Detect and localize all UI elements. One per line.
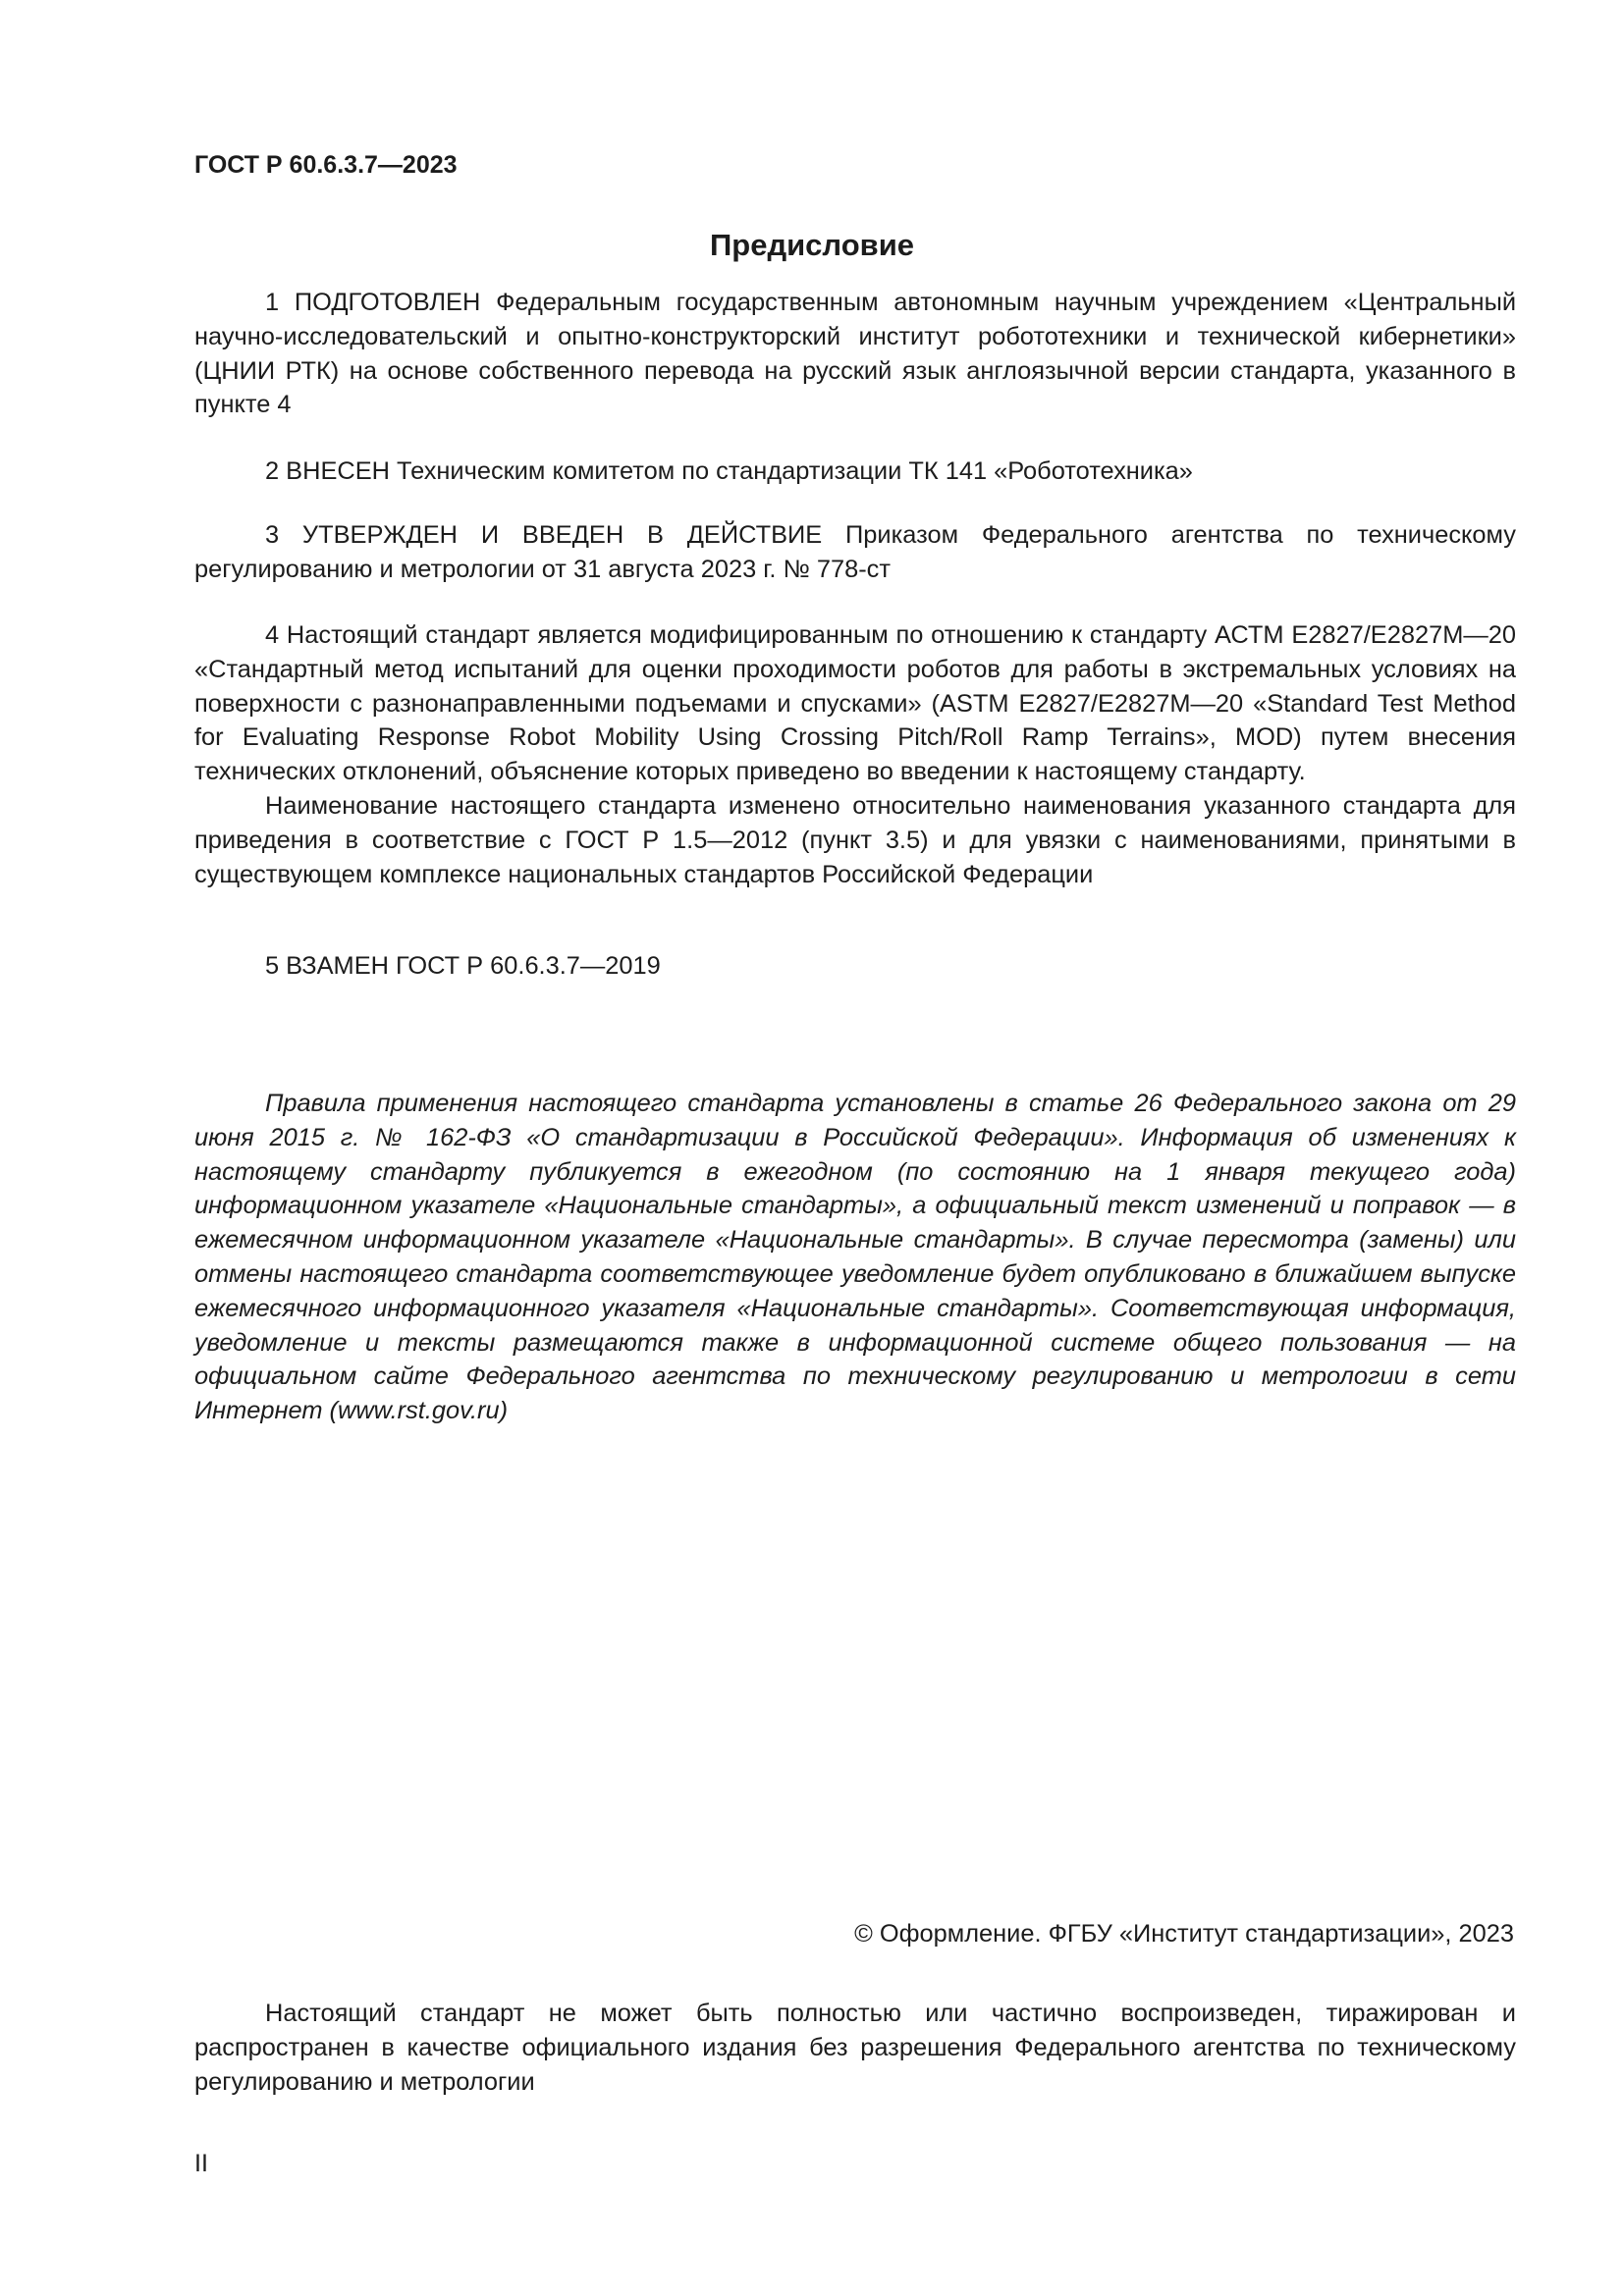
preface-item-4-continuation: Наименование настоящего стандарта изменено относительно наименования указанного стандарта для приведения в соответствие с ГОСТ Р 1.5—2012 (пункт 3.5) и для увязки с наименованиями, принятыми в существующем комплексе национальных стандартов Российской Федерации [194, 791, 1516, 888]
preface-item-1 [194, 286, 1516, 422]
preface-item-5-text: ГОСТ Р 60.6.3.7—2019 [388, 952, 661, 980]
reproduction-notice [194, 1997, 1516, 2099]
application-rules-text: Правила применения настоящего стандарта установлены в статье 26 Федерального закона от 29 июня 2015 г. № 162-ФЗ «О стандартизации в Российской Федерации». Информация об изменениях к настоящему стандарту публикуется в ежегодном (по состоянию на 1 января текущего года) информационном указателе «Национальные стандарты», а официальный текст изменений и поправок — в ежемесячном информационном указателе «Национальные стандарты». В случае пересмотра (замены) или отмены настоящего стандарта соответствующее уведомление будет опубликовано в ближайшем выпуске ежемесячного информационного указателя «Национальные стандарты». Соответствующая информация, уведомление и тексты размещаются также в информационной системе общего пользования — на официальном сайте Федерального агентства по техническому регулированию и метрологии в сети Интернет (www.rst.gov.ru) [194, 1090, 1516, 1425]
preface-item-3 [194, 518, 1516, 587]
preface-item-2-lead: 2 ВНЕСЕН [265, 457, 390, 485]
preface-item-2 [194, 454, 1516, 489]
preface-item-2-text: Техническим комитетом по стандартизации ТК 141 «Робототехника» [390, 457, 1193, 485]
reproduction-notice-text: Настоящий стандарт не может быть полностью или частично воспроизведен, тиражирован и распространен в качестве официального издания без разрешения Федерального агентства по техническому регулированию и метрологии [194, 2000, 1516, 2096]
preface-item-3-text: Приказом Федерального агентства по техническому регулированию и метрологии от 31 августа 2023 г. № 778-ст [194, 521, 1516, 583]
page-number: II [194, 2150, 208, 2177]
page-title: Предисловие [709, 228, 914, 262]
copyright-line: © Оформление. ФГБУ «Институт стандартизации», 2023 [854, 1920, 1514, 1948]
preface-item-4-text: Настоящий стандарт является модифицированным по отношению к стандарту АСТМ Е2827/Е2827М—20 «Стандартный метод испытаний для оценки проходимости роботов для работы в экстремальных условиях на поверхности с разнонаправленными подъемами и спусками» (ASTM E2827/E2827M—20 «Standard Test Method for Evaluating Response Robot Mobility Using Crossing Pitch/Roll Ramp Terrains», MOD) путем внесения технических отклонений, объяснение которых приведено во введении к настоящему стандарту. [194, 621, 1516, 786]
preface-item-4-lead: 4 [265, 621, 280, 649]
preface-item-3-lead: 3 УТВЕРЖДЕН И ВВЕДЕН В ДЕЙСТВИЕ [265, 521, 823, 549]
preface-item-1-lead: 1 ПОДГОТОВЛЕН [265, 289, 481, 316]
preface-item-5-lead: 5 ВЗАМЕН [265, 952, 389, 980]
preface-item-1-text: Федеральным государственным автономным научным учреждением «Центральный научно-исследовательский и опытно-конструкторский институт робототехники и технической кибернетики» (ЦНИИ РТК) на основе собственного перевода на русский язык англоязычной версии стандарта, указанного в пункте 4 [194, 289, 1517, 419]
preface-item-5 [194, 949, 1516, 984]
application-rules-notice [194, 1087, 1516, 1428]
preface-item-4 [194, 618, 1516, 891]
document-code-header: ГОСТ Р 60.6.3.7—2023 [194, 151, 458, 179]
